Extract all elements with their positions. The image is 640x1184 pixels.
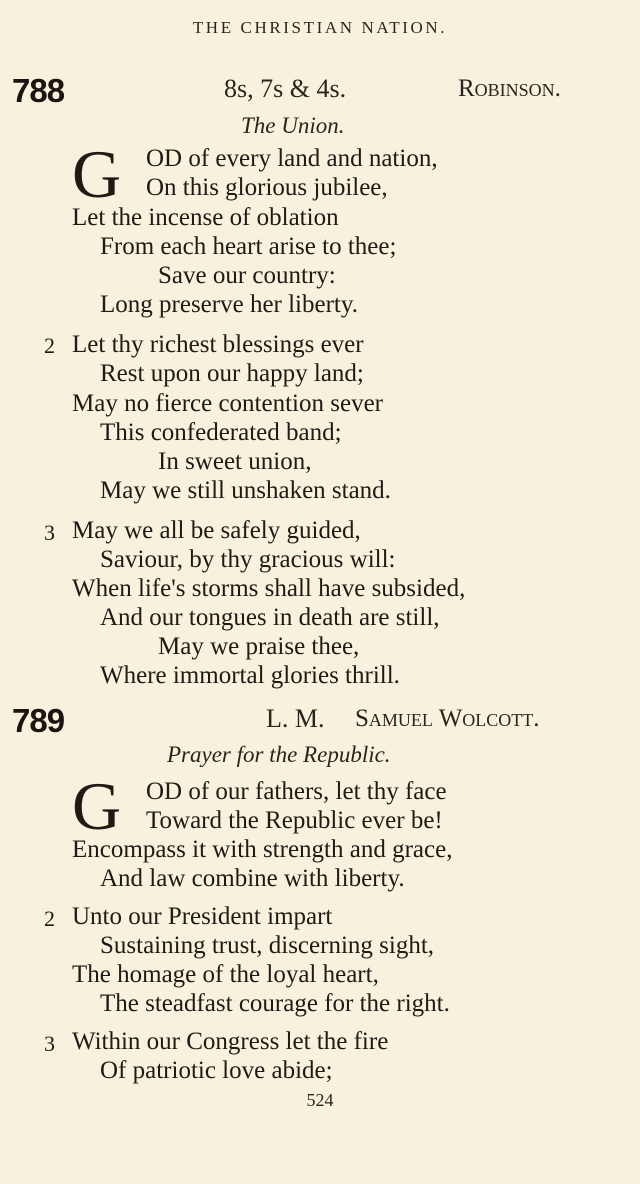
verse-line: OD of every land and nation,	[146, 145, 438, 172]
page-number: 524	[306, 1090, 334, 1110]
verse-line: OD of our fathers, let thy face	[146, 778, 447, 805]
drop-cap-789: G	[72, 768, 122, 844]
verse-line: May we all be safely guided,	[72, 517, 361, 544]
verse-line: Sustaining trust, discerning sight,	[100, 932, 435, 959]
verse-line: This confederated band;	[100, 419, 342, 446]
hymn-tune-789: Samuel Wolcott.	[355, 705, 540, 732]
verse-line: Where immortal glories thrill.	[100, 662, 400, 689]
hymn-number-788: 788	[12, 72, 65, 109]
verse-line: The steadfast courage for the right.	[100, 990, 450, 1017]
verse-line: Encompass it with strength and grace,	[72, 836, 453, 863]
stanza-number: 2	[44, 333, 55, 358]
running-head: THE CHRISTIAN NATION.	[192, 18, 448, 37]
verse-line: May no fierce contention sever	[72, 390, 383, 417]
verse-line: And law combine with liberty.	[100, 865, 405, 892]
verse-line: The homage of the loyal heart,	[72, 961, 379, 988]
hymn-meter-789: L. M.	[266, 704, 325, 733]
hymn-number-789: 789	[12, 702, 65, 739]
verse-line: May we still unshaken stand.	[100, 477, 391, 504]
hymn-subtitle-788: The Union.	[241, 113, 345, 138]
verse-line: Let thy richest blessings ever	[72, 331, 364, 358]
stanza-number: 3	[44, 520, 55, 545]
verse-line: When life's storms shall have subsided,	[72, 575, 466, 602]
verse-line: On this glorious jubilee,	[146, 174, 388, 201]
verse-line: May we praise thee,	[158, 633, 360, 660]
verse-line: Rest upon our happy land;	[100, 360, 364, 387]
hymn-meter-788: 8s, 7s & 4s.	[224, 74, 347, 103]
verse-line: Save our country:	[158, 262, 336, 289]
stanza-number: 3	[44, 1031, 55, 1056]
verse-line: Long preserve her liberty.	[100, 291, 358, 318]
verse-line: From each heart arise to thee;	[100, 233, 397, 260]
hymn-subtitle-789: Prayer for the Republic.	[167, 742, 391, 767]
hymn-tune-788: Robinson.	[458, 75, 561, 102]
verse-line: Of patriotic love abide;	[100, 1057, 333, 1084]
verse-line: Saviour, by thy gracious will:	[100, 546, 396, 573]
verse-line: Let the incense of oblation	[72, 204, 339, 231]
verse-line: Within our Congress let the fire	[72, 1028, 389, 1055]
verse-line: In sweet union,	[158, 448, 312, 475]
drop-cap-788: G	[72, 136, 122, 212]
verse-line: And our tongues in death are still,	[100, 604, 440, 631]
stanza-number: 2	[44, 906, 55, 931]
verse-line: Unto our President impart	[72, 903, 333, 930]
verse-line: Toward the Republic ever be!	[146, 807, 443, 834]
